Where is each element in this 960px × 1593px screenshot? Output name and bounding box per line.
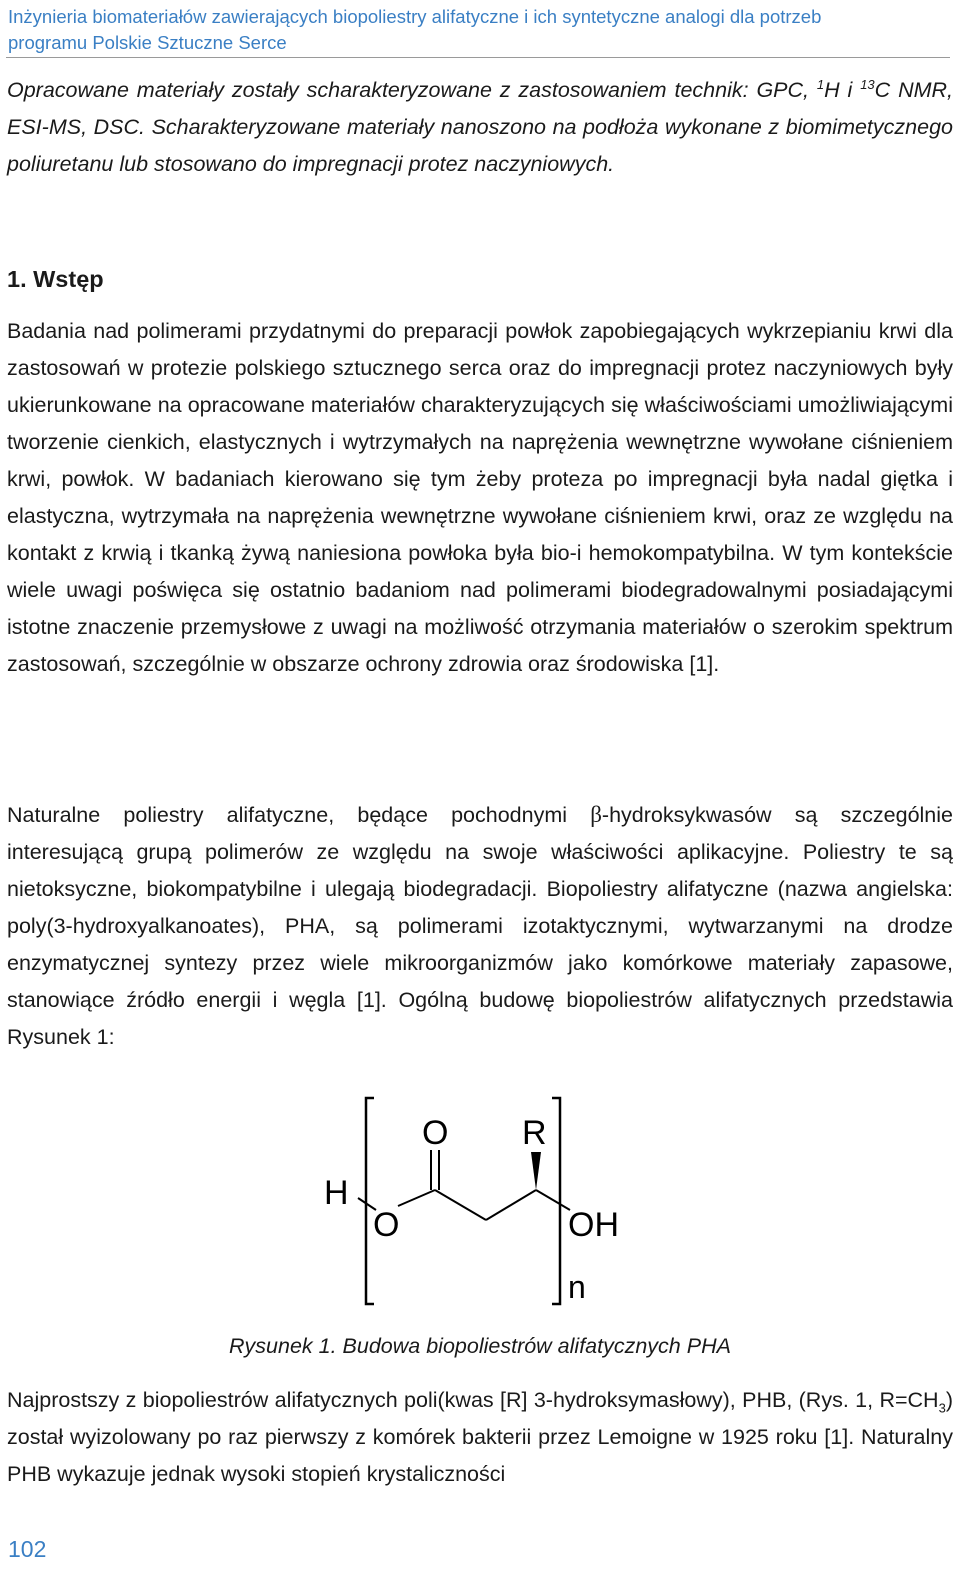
group-r-label: R: [522, 1114, 547, 1152]
bond-o-c: [398, 1190, 435, 1206]
running-header: [8, 4, 948, 56]
body-paragraph-3-block: [7, 1382, 953, 1493]
intro-paragraph-block: [7, 72, 953, 183]
pha-structure-figure: [310, 1094, 630, 1314]
atom-h-label: H: [324, 1174, 349, 1212]
atom-o-ester-label: O: [373, 1206, 400, 1244]
body-paragraph-2: Naturalne poliestry alifatyczne, będące pochodnymi β-hydroksykwasów są szczególnie interesującą grupą polimerów ze względu na swoje właściwości aplikacyjne. Poliestry te są nietoksyczne, biokompatybilne i ulegają biodegradacji. Biopoliestry alifatyczne (nazwa angielska: poly(3-hydroxyalkanoates), PHA, są polimerami izotaktycznymi, wytwarzanymi na drodze enzymatycznej syntezy przez wiele mikroorganizmów jako komórkowe materiały zapasowe, stanowiące źródło energii i węgla [1]. Ogólną budowę biopoliestrów alifatycznych przedstawia Rysunek 1:: [7, 802, 953, 1049]
page-number: 102: [8, 1536, 47, 1562]
repeat-n-label: n: [568, 1269, 586, 1305]
body-paragraph-3: Najprostszy z biopoliestrów alifatycznych poli(kwas [R] 3-hydroksymasłowy), PHB, (Rys. 1, $R=CH_3$) został wyizolowany po raz pierwszy z komórek bakterii przez Lemoigne w 1925 roku [1]. Naturalny PHB wykazuje jednak wysoki stopień krystaliczności: [7, 1388, 953, 1486]
beta-symbol: β: [590, 802, 602, 827]
body-paragraph-1: Badania nad polimerami przydatnymi do preparacji powłok zapobiegających wykrzepianiu krwi dla zastosowań w protezie polskiego sztucznego serca oraz do impregnacji protez naczyniowych były ukierunkowane na opracowane materiałów charakteryzujących się właściwościami umożliwiającymi tworzenie cienkich, elastycznych i wytrzymałych na naprężenia wewnętrzne wywołane ciśnieniem krwi, powłok. W badaniach kierowano się tym żeby proteza po impregnacji była nadal giętka i elastyczna, wytrzymała na naprężenia wewnętrzne wywołane ciśnieniem krwi, oraz ze względu na kontakt z krwią i tkanką żywą naniesiona powłoka była bio-i hemokompatybilna. W tym kontekście wiele uwagi poświęca się ostatnio badaniom nad polimerami biodegradowalnymi posiadającymi istotne znaczenie przemysłowe z uwagi na możliwość otrzymania materiałów o szerokim spektrum zastosowań, szczególnie w obszarze ochrony zdrowia oraz środowiska [1].: [7, 319, 953, 676]
bond-c-ch2: [435, 1190, 486, 1220]
section-heading: 1. Wstęp: [7, 266, 104, 292]
running-header-line-1: Inżynieria biomateriałów zawierających biopoliestry alifatyczne i ich syntetyczne analogi dla potrzeb: [8, 6, 822, 27]
group-oh-label: OH: [568, 1206, 619, 1244]
superscript-1: 1: [816, 76, 825, 92]
subscript-3: 3: [938, 1400, 946, 1416]
superscript-13: 13: [860, 76, 875, 92]
running-header-line-2: programu Polskie Sztuczne Serce: [8, 32, 287, 53]
figure-caption: Rysunek 1. Budowa biopoliestrów alifatycznych PHA: [229, 1334, 731, 1358]
header-divider: [6, 57, 950, 58]
body-paragraph-2-block: [7, 796, 953, 1056]
wedge-bond-r: [531, 1152, 541, 1190]
bond-ch2-ch: [486, 1190, 536, 1220]
intro-paragraph: Opracowane materiały zostały scharakteryzowane z zastosowaniem technik: GPC, $^1$H i $^{13}$C NMR, ESI-MS, DSC. Scharakteryzowane materiały nanoszono na podłoża wykonane z biomimetycznego poliuretanu lub stosowano do impregnacji protez naczyniowych.: [7, 76, 953, 176]
left-bracket: [366, 1098, 374, 1304]
atom-o-carbonyl-label: O: [422, 1114, 449, 1152]
section-heading-block: [7, 264, 953, 294]
bond-ch-oh: [536, 1190, 570, 1210]
body-paragraph-1-block: [7, 313, 953, 683]
